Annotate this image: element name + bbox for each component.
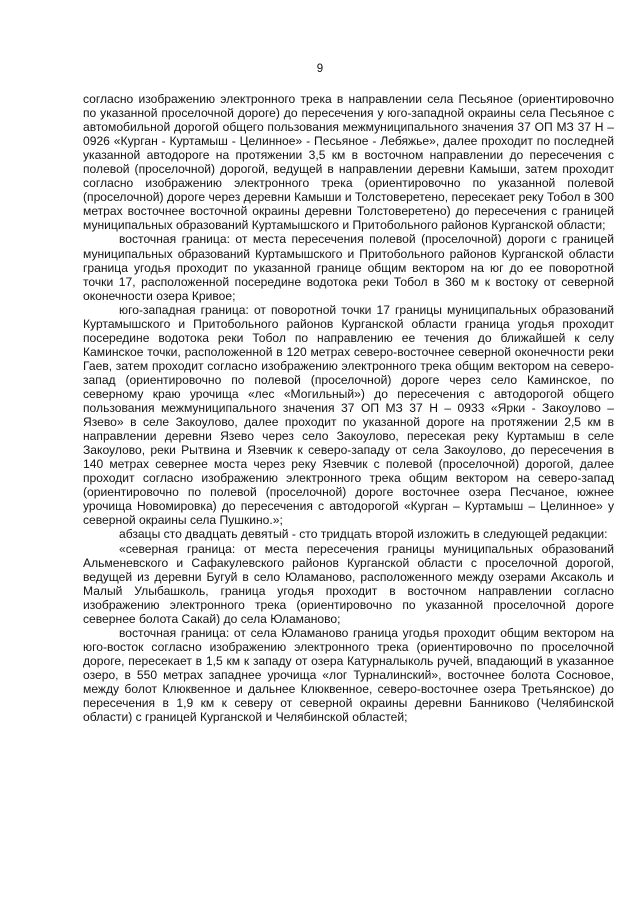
paragraph-east-boundary: восточная граница: от места пересечения полевой (проселочной) дороги с границей муниципальных образований Куртамышского и Притобольного районов Курганской области граница угодья проходит по указанной границе общим вектором на юг до ее поворотной точки 17, расположенной посередине водотока реки Тобол в 360 м к востоку от северной оконечности озера Кривое; [83, 232, 614, 303]
document-body [83, 92, 614, 724]
page-number: 9 [316, 63, 324, 75]
paragraph-north-boundary: «северная граница: от места пересечения границы муниципальных образований Альменевского и Сафакулевского районов Курганской области с проселочной дорогой, ведущей из деревни Бугуй в село Юламаново, расположенного между озерами Аксаколь и Малый Улыбашколь, граница угодья проходит в восточном направлении согласно изображению электронного трека (ориентировочно по указанной проселочной дороге севернее болота Сакай) до села Юламаново; [83, 541, 614, 626]
paragraph-east-boundary-new: восточная граница: от села Юламаново граница угодья проходит общим вектором на юго-восток согласно изображению электронного трека (ориентировочно по проселочной дороге, пересекает в 1,5 км к западу от озера Катурналыколь ручей, впадающий в указанное озеро, в 550 метрах западнее урочища «лог Турналинский», восточнее болота Сосновое, между болот Клюквенное и дальнее Клюквенное, северо-восточнее озера Третьянское) до пересечения в 1,9 км к северу от северной окраины деревни Банниково (Челябинской области) с границей Курганской и Челябинской областей; [83, 625, 614, 725]
paragraph-southwest-boundary: юго-западная граница: от поворотной точки 17 границы муниципальных образований Куртамышского и Притобольного районов Курганской области граница угодья проходит посередине водотока реки Тобол по направлению ее течения до ближайшей к селу Каминское точки, расположенной в 120 метрах северо-восточнее северной оконечности реки Гаев, затем проходит согласно изображению электронного трека общим вектором на северо-запад (ориентировочно по полевой (проселочной) дороге через село Каминское, по северному краю урочища «лес «Могильный») до пересечения с автодорогой общего пользования межмуниципального значения 37 ОП МЗ 37 Н – 0933 «Ярки - Закоулово – Язево» в селе Закоулово, далее проходит по указанной дороге на протяжении 2,5 км в направлении деревни Язево через село Закоулово, пересекая реку Куртамыш в селе Закоулово, реки Рытвина и Язевчик к северо-западу от села Закоулово, до пересечения в 140 метрах севернее моста через реку Язевчик с полевой (проселочной) дорогой, далее проходит согласно изображению электронного трека общим вектором на северо-запад (ориентировочно по полевой (проселочной) дороге восточнее озера Песчаное, южнее урочища Новомировка) до пересечения с автодорогой «Курган – Куртамыш – Целинное» у северной окраины села Пушкино.»; [83, 302, 614, 528]
paragraph-amendment-instruction: абзацы сто двадцать девятый - сто тридцать второй изложить в следующей редакции: [119, 527, 608, 542]
paragraph-west-boundary-continued: согласно изображению электронного трека в направлении села Песьяное (ориентировочно по указанной проселочной дороге) до пересечения у юго-западной окраины села Песьяное с автомобильной дорогой общего пользования межмуниципального значения 37 ОП МЗ 37 Н – 0926 «Курган - Куртамыш - Целинное» - Песьяное - Лебяжье», далее проходит по последней указанной автодороге на протяжении 3,5 км в восточном направлении до пересечения с полевой (проселочной) дорогой, ведущей в направлении деревни Камыши, затем проходит согласно изображению электронного трека (ориентировочно по указанной полевой (проселочной) дороге через деревни Камыши и Толстоверетено, пересекает реку Тобол в 300 метрах восточнее восточной окраины деревни Толстоверетено) до пересечения с границей муниципальных образований Куртамышского и Притобольного районов Курганской области; [83, 92, 614, 233]
